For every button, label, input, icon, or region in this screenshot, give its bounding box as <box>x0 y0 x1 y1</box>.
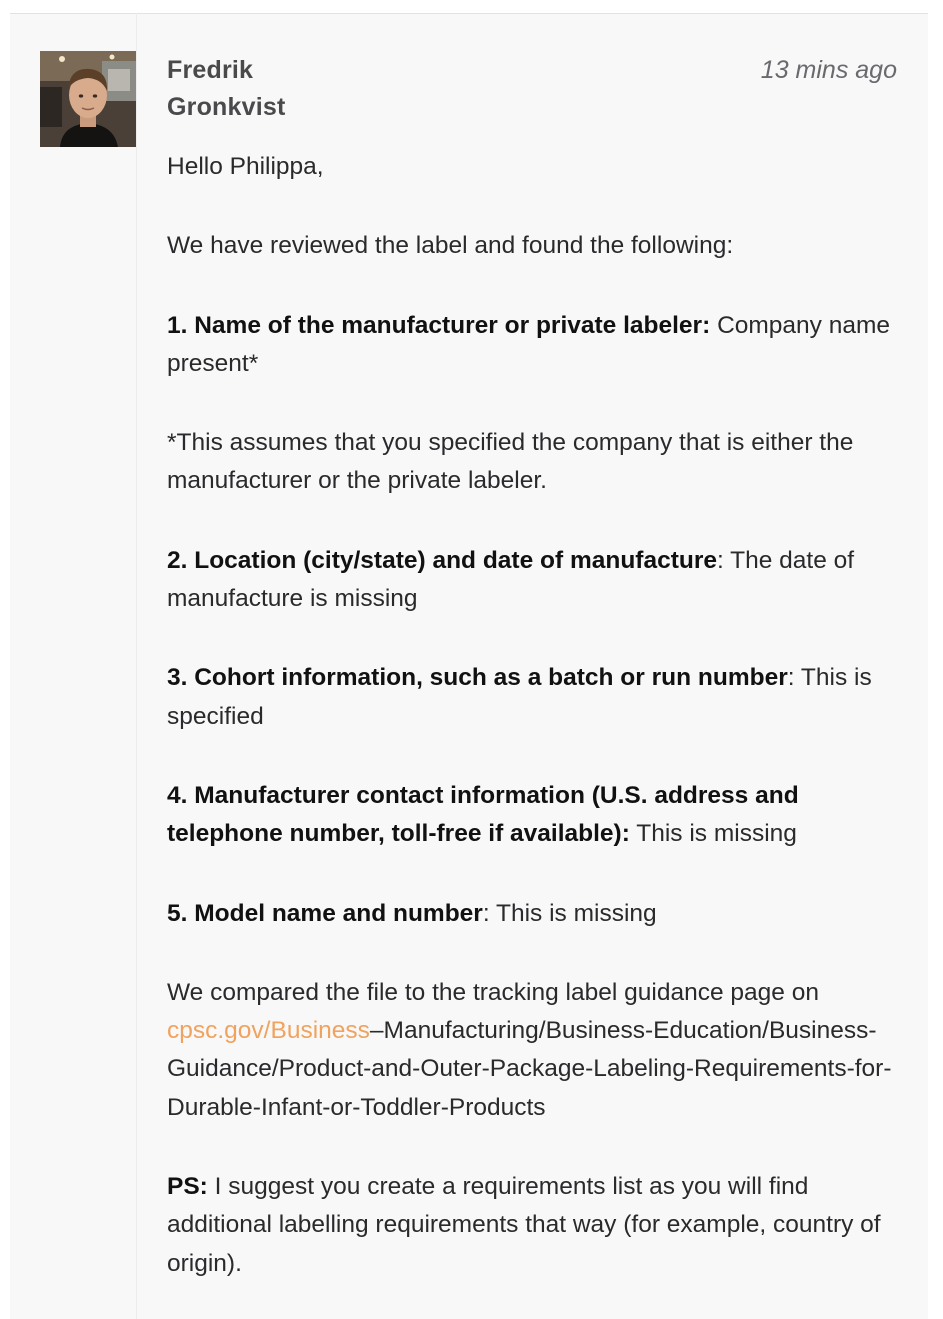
cpsc-business-link[interactable]: cpsc.gov/Business <box>167 1017 370 1045</box>
finding-detail: This is missing <box>636 820 797 848</box>
finding-item-2 <box>167 542 907 619</box>
finding-item-4 <box>167 777 907 854</box>
card-divider <box>136 13 137 1319</box>
author-first-name: Fredrik <box>167 56 254 84</box>
intro-text: We have reviewed the label and found the following: <box>167 232 734 260</box>
comparison-text: We compared the file to the tracking label guidance page on <box>167 978 819 1006</box>
finding-item-5 <box>167 895 907 933</box>
guidance-path: –Manufacturing/Business-Education/Business-Guidance/Product-and-Outer-Package-Labeling-Requirements-for-Durable-Infant-or-Toddler-Products <box>167 1017 892 1121</box>
finding-separator: : <box>716 546 731 574</box>
avatar-photo-icon <box>40 51 136 147</box>
finding-heading: 2. Location (city/state) and date of manufacture <box>167 546 717 574</box>
finding-detail: The date of manufacture is missing <box>167 546 855 613</box>
finding-heading: 3. Cohort information, such as a batch or run number <box>167 664 788 692</box>
finding-detail: This is specified <box>167 664 872 730</box>
finding-heading: 4. Manufacturer contact information (U.S. address and telephone number, toll-free if available): <box>167 781 799 848</box>
finding-heading: 1. Name of the manufacturer or private labeler: <box>167 311 711 339</box>
finding-item-3 <box>167 659 907 736</box>
finding-heading: 5. Model name and number <box>167 899 483 927</box>
ps-text: I suggest you create a requirements list as you will find additional labelling requirements that way (for example, country of origin). <box>167 1173 881 1277</box>
avatar[interactable] <box>40 51 136 147</box>
author-last-name: Gronkvist <box>167 93 286 121</box>
comment-timestamp: 13 mins ago <box>760 56 897 84</box>
finding-item-1 <box>167 307 907 384</box>
finding-detail: Company name present* <box>167 311 891 377</box>
finding-detail: This is missing <box>496 899 657 927</box>
finding-separator: : <box>482 899 497 927</box>
comment-body <box>167 148 907 1283</box>
author-name[interactable] <box>167 52 427 126</box>
greeting: Hello Philippa, <box>167 153 324 180</box>
comparison-paragraph <box>167 974 907 1127</box>
ps-label: PS: <box>167 1173 208 1201</box>
finding-separator: : <box>787 664 801 692</box>
footnote: *This assumes that you specified the company that is either the manufacturer or the private labeler. <box>167 429 854 495</box>
ps-paragraph <box>167 1168 907 1283</box>
